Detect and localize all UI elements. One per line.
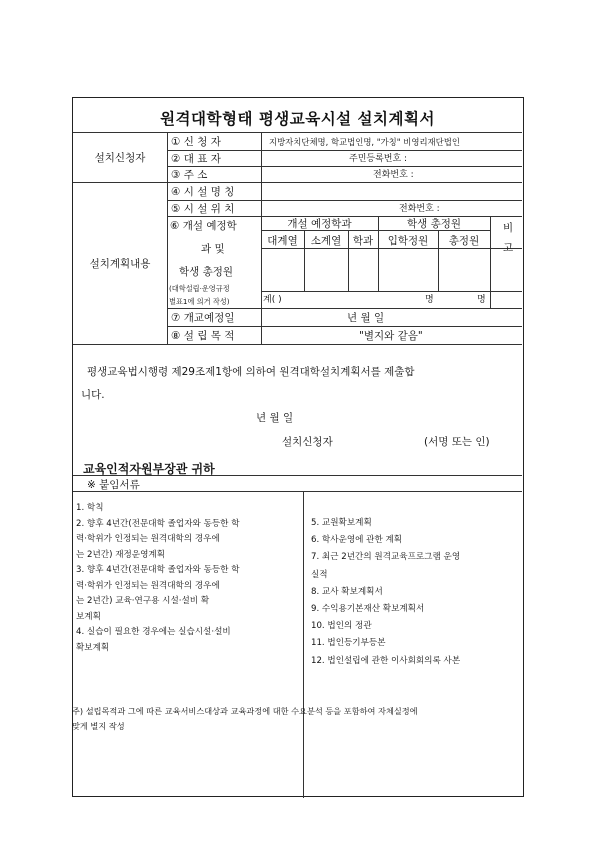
divider [73, 182, 522, 183]
facility-phone-field: 전화번호 : [399, 204, 440, 214]
col-header-total-quota: 총정원 [448, 235, 480, 247]
list-item: 7. 최근 2년간의 원격교육프로그램 운영 [311, 552, 461, 563]
footnote-line1: 주) 설립목적과 그에 따른 교육서비스대상과 교육과정에 대한 수요분석 등을 포함하여 자체실정에 [72, 706, 418, 716]
divider [73, 491, 522, 492]
divider [167, 308, 522, 309]
recipient: 교육인적자원부장관 귀하 [83, 462, 215, 476]
representative-label: ② 대 표 자 [171, 153, 221, 165]
divider [490, 216, 491, 308]
statement-line2: 니다. [81, 389, 105, 401]
divider [167, 200, 522, 201]
application-form [72, 97, 524, 797]
list-item: 1. 학칙 [76, 503, 104, 513]
list-item: 3. 향후 4년간(전문대학 졸업자와 동등한 학 [76, 565, 240, 575]
total-row-label: 계( ) [263, 295, 282, 305]
submission-date: 년 월 일 [256, 412, 294, 424]
footnote [72, 704, 418, 734]
form-title: 원격대학형태 평생교육시설 설치계획서 [160, 110, 435, 128]
opening-date-label: ⑦ 개교예정일 [171, 312, 235, 324]
divider [167, 326, 522, 327]
list-item: 보계획 [76, 611, 101, 622]
attachments-left-list [76, 501, 301, 656]
opening-date-value: 년 월 일 [347, 312, 385, 324]
purpose-value: "별지와 같음" [359, 330, 423, 342]
total-row-unit-total: 명 [477, 295, 486, 305]
divider [167, 166, 522, 167]
divider [167, 132, 168, 345]
divider [73, 475, 522, 476]
list-item: 12. 법인설립에 관한 이사회회의록 사본 [311, 655, 461, 666]
list-item: 는 2년간) 재정운영계획 [76, 549, 165, 560]
list-item: 8. 교사 확보계획서 [311, 586, 383, 597]
list-item: 6. 학사운영에 관한 계획 [311, 535, 403, 546]
list-item: 확보계획 [76, 642, 110, 653]
list-item: 력·학위가 인정되는 원격대학의 경우에 [76, 580, 220, 591]
address-label: ③ 주 소 [171, 169, 208, 181]
col-header-daegyeyeol: 대계열 [267, 235, 298, 247]
attachments-right-list [311, 515, 521, 670]
signer-label: 설치신청자 [282, 436, 333, 448]
list-item: 11. 법인등기부등본 [311, 638, 386, 649]
divider [167, 216, 522, 217]
attachments-header: ※ 붙임서류 [87, 479, 140, 491]
divider [167, 150, 522, 151]
applicant-section-label: 설치신청자 [94, 152, 146, 164]
list-item: 2. 향후 4년간(전문대학 졸업자와 동등한 학 [76, 518, 240, 529]
list-item: 5. 교원확보계획 [311, 518, 372, 528]
statement-line1: 평생교육법시행령 제29조제1항에 의하여 원격대학설치계획서를 제출합 [87, 366, 415, 378]
divider [261, 291, 522, 292]
group-header-dept: 개설 예정학과 [287, 218, 352, 230]
footnote-line2: 맞게 별지 작성 [72, 721, 125, 731]
list-item: 9. 수익용기본재산 확보계획서 [311, 604, 425, 615]
divider [73, 132, 522, 133]
dept-label-note2: 별표1에 의거 작성) [169, 297, 230, 306]
plan-section-label: 설치계획내용 [89, 258, 151, 270]
list-item: 10. 법인의 정관 [311, 621, 372, 632]
list-item: 력·학위가 인정되는 원격대학의 경우에 [76, 534, 220, 544]
applicant-value: 지방자치단체명, 학교법인명, "가칭" 비영리재단법인 [269, 137, 460, 147]
dept-label-line3: 학생 총정원 [179, 266, 234, 278]
signature-note: (서명 또는 인) [424, 436, 490, 448]
dept-label-line2: 과 및 [201, 243, 225, 255]
divider [73, 344, 522, 345]
purpose-label: ⑧ 설 립 목 적 [171, 330, 235, 342]
col-header-department: 학과 [352, 235, 374, 247]
facility-name-label: ④ 시 설 명 칭 [171, 186, 235, 198]
divider [261, 248, 522, 249]
facility-location-label: ⑤ 시 설 위 치 [171, 203, 235, 215]
phone-field: 전화번호 : [373, 170, 414, 180]
col-header-sogyeyeol: 소계열 [310, 235, 342, 247]
total-row-unit-admission: 명 [425, 295, 434, 305]
dept-label-note1: (대학설립·운영규정 [169, 284, 230, 293]
remarks-column-header: 비고 [503, 222, 514, 254]
divider [303, 491, 304, 798]
group-header-students: 학생 총정원 [406, 218, 462, 230]
list-item: 4. 실습이 필요한 경우에는 실습시설·설비 [76, 627, 231, 637]
list-item: 는 2년간) 교육·연구용 시설·설비 확 [76, 596, 210, 606]
col-header-admission-quota: 입학정원 [387, 235, 429, 247]
resident-number-field: 주민등록번호 : [349, 154, 408, 164]
list-item: 실적 [311, 569, 328, 580]
applicant-label: ① 신 청 자 [171, 136, 221, 148]
dept-label-line1: ⑥ 개설 예정학 [170, 220, 237, 232]
